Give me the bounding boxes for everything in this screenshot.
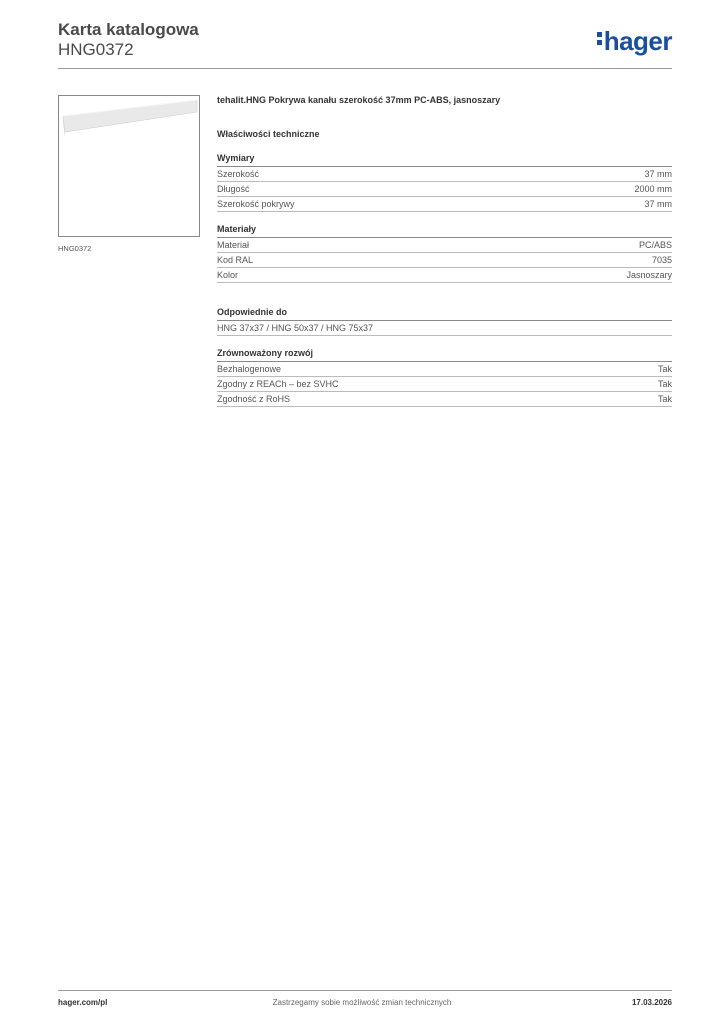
table-row [217, 238, 672, 253]
channel-cover-icon [59, 96, 199, 236]
product-description: tehalit.HNG Pokrywa kanału szerokość 37mm PC-ABS, jasnoszary [217, 95, 501, 105]
footer-divider [58, 990, 672, 991]
row-label: HNG 37x37 / HNG 50x37 / HNG 75x37 [217, 323, 374, 333]
section-sustainability [217, 348, 672, 407]
row-label: Zgodność z RoHS [217, 394, 291, 404]
row-value: Jasnoszary [626, 270, 672, 280]
table-row [217, 197, 672, 212]
table-row [217, 253, 672, 268]
row-label: Kolor [217, 270, 239, 280]
technical-properties-title: Właściwości techniczne [217, 129, 320, 139]
product-code: HNG0372 [58, 40, 134, 59]
section-materials [217, 224, 672, 283]
table-row [217, 182, 672, 197]
footer-website-link[interactable]: hager.com/pl [58, 998, 108, 1007]
footer-date: 17.03.2026 [631, 998, 672, 1007]
table-row [217, 321, 672, 336]
row-label: Długość [217, 184, 250, 194]
row-label: Kod RAL [217, 255, 254, 265]
section-title: Materiały [217, 224, 672, 238]
row-value: 37 mm [644, 169, 672, 179]
row-value: Tak [657, 364, 672, 374]
row-value: 37 mm [644, 199, 672, 209]
table-row [217, 362, 672, 377]
page-title: Karta katalogowa [58, 20, 199, 39]
row-value: Tak [657, 379, 672, 389]
row-label: Materiał [217, 240, 250, 250]
logo-text: hager [603, 26, 672, 56]
row-label: Szerokość [217, 169, 260, 179]
section-suitable-for [217, 307, 672, 336]
row-value: PC/ABS [638, 240, 672, 250]
row-label: Bezhalogenowe [217, 364, 282, 374]
footer-notice: Zastrzegamy sobie możliwość zmian technicznych [272, 998, 452, 1007]
row-value: Tak [657, 394, 672, 404]
section-title: Wymiary [217, 153, 672, 167]
hager-logo[interactable] [597, 26, 672, 57]
row-label: Szerokość pokrywy [217, 199, 295, 209]
image-caption: HNG0372 [58, 244, 92, 253]
row-label: Zgodny z REACh – bez SVHC [217, 379, 339, 389]
product-details [217, 95, 672, 407]
table-row [217, 167, 672, 182]
row-value: 2000 mm [634, 184, 672, 194]
header-divider [58, 68, 672, 69]
table-row [217, 268, 672, 283]
logo-dots-icon [597, 32, 602, 48]
row-value: 7035 [651, 255, 672, 265]
product-image [58, 95, 200, 237]
section-dimensions [217, 153, 672, 212]
table-row [217, 392, 672, 407]
table-row [217, 377, 672, 392]
section-title: Zrównoważony rozwój [217, 348, 672, 362]
section-title: Odpowiednie do [217, 307, 672, 321]
